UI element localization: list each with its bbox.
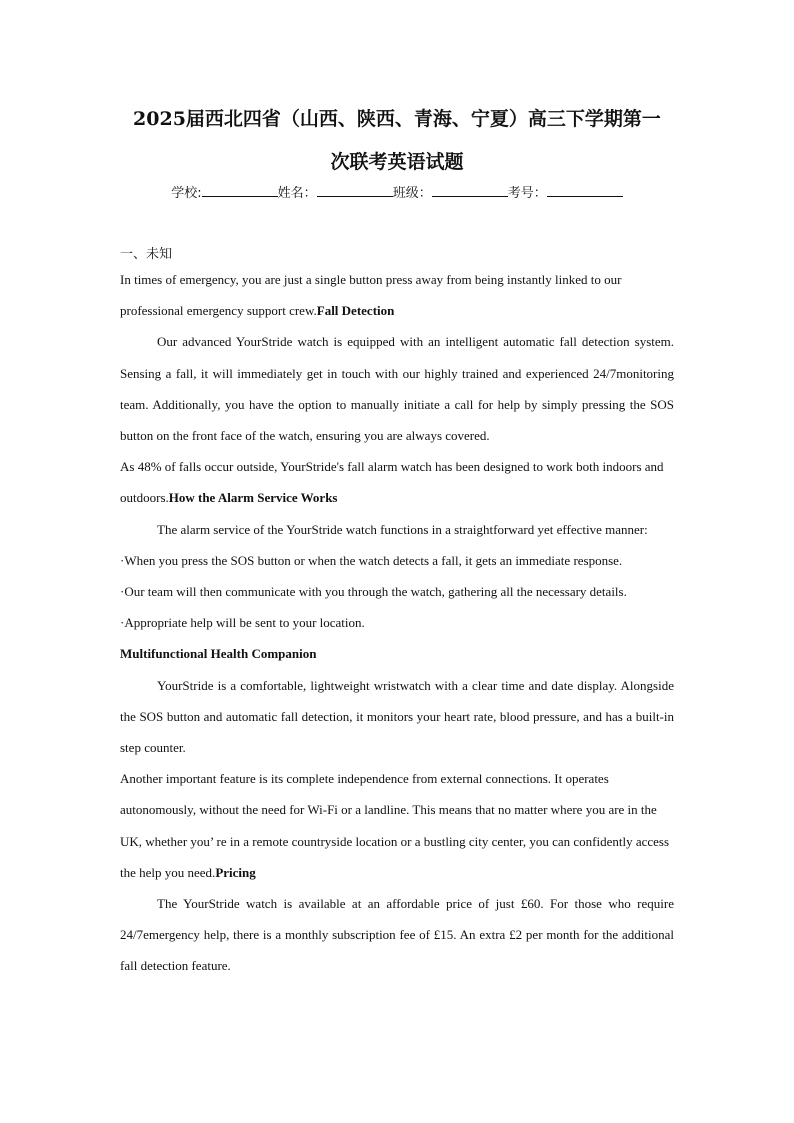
outside-paragraph (120, 451, 674, 513)
bullet-2: ·Our team will then communicate with you through the watch, gathering all the necessary details. (120, 584, 627, 600)
name-blank[interactable] (317, 184, 393, 197)
pricing-paragraph: The YourStride watch is available at an affordable price of just £60. For those who require 24/7emergency help, there is a monthly subscription fee of £15. An extra £2 per month for the additional fall detection feature. (120, 896, 674, 974)
bullet-1: ·When you press the SOS button or when the watch detects a fall, it gets an immediate response. (120, 552, 623, 568)
multi-paragraph: YourStride is a comfortable, lightweight wristwatch with a clear time and date display. Alongside the SOS button and automatic fall detection, it monitors your heart rate, blood pressure, and has a built-in step counter. (120, 677, 674, 756)
title-line-1: 2025届西北四省（山西、陕西、青海、宁夏）高三下学期第一 (133, 108, 661, 130)
passage (120, 264, 674, 982)
student-info-line (0, 182, 794, 201)
school-blank[interactable] (202, 184, 278, 197)
heading-fall-detection: Fall Detection (316, 303, 395, 319)
outside-text: As 48% of falls occur outside, YourStride's fall alarm watch has been designed to work both indoors and outdoors. (120, 459, 664, 506)
title-line-2: 次联考英语试题 (330, 151, 464, 173)
class-blank[interactable] (432, 184, 508, 197)
fall-paragraph: Our advanced YourStride watch is equipped with an intelligent automatic fall detection system. Sensing a fall, it will immediately get in touch with our highly trained and experienced 24/7monitoring team. Additionally, you have the option to manually initiate a call for help by simply pressing the SOS button on the front face of the watch, ensuring you are always covered. (120, 334, 674, 444)
school-label: 学校: (171, 186, 202, 201)
section-heading: 一、未知 (120, 247, 173, 262)
exam-no-label: 考号： (507, 186, 547, 201)
heading-multifunctional: Multifunctional Health Companion (120, 646, 317, 662)
independent-paragraph (120, 763, 674, 888)
heading-pricing: Pricing (215, 864, 256, 880)
intro-text: In times of emergency, you are just a single button press away from being instantly linked to our professional emergency support crew. (120, 272, 622, 319)
exam-no-blank[interactable] (547, 184, 623, 197)
class-label: 班级： (392, 186, 432, 201)
heading-alarm-service: How the Alarm Service Works (168, 490, 338, 506)
name-label: 姓名： (277, 186, 317, 201)
independent-text: Another important feature is its complete independence from external connections. It operates autonomously, without the need for Wi-Fi or a landline. This means that no matter where you are in the UK, whether you’ re in a remote countryside location or a bustling city center, you can confidently access the help you need. (120, 771, 670, 880)
intro-paragraph (120, 264, 674, 326)
alarm-paragraph: The alarm service of the YourStride watch functions in a straightforward yet effective manner: (157, 521, 648, 537)
bullet-3: ·Appropriate help will be sent to your location. (120, 615, 365, 631)
